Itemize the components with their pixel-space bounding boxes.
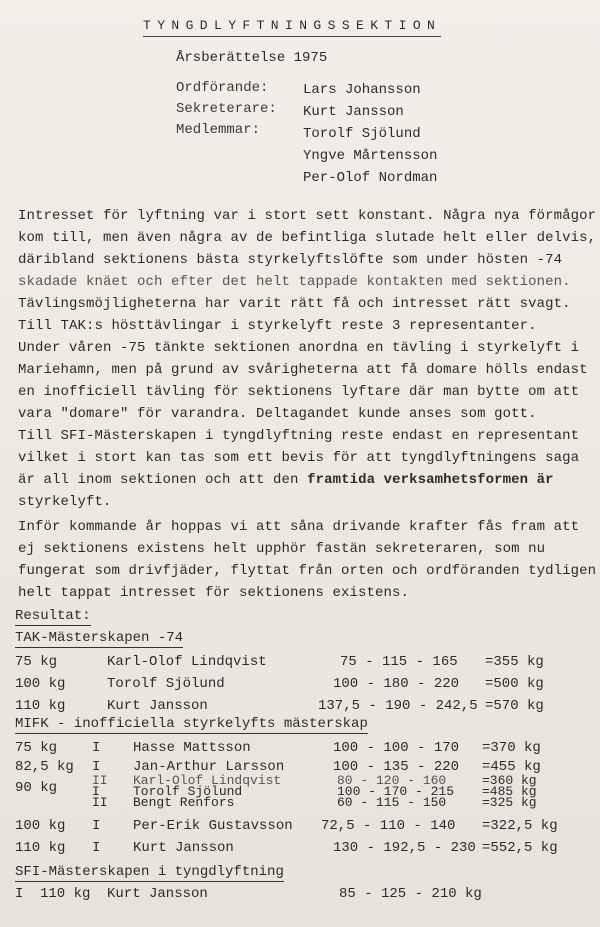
- body-line: vilket i stort kan tas som ett bevis för att tyngdlyftningens saga: [18, 450, 580, 466]
- results-label: Resultat:: [15, 608, 91, 624]
- body-line: kom till, men även några av de befintliga slutade helt eller delvis,: [18, 230, 597, 246]
- weight-class: 75 kg: [15, 654, 58, 670]
- officer-role: Sekreterare:: [176, 101, 277, 117]
- body-line: [18, 472, 554, 488]
- lift-results: 100 - 100 - 170: [333, 740, 460, 756]
- body-line: en inofficiell tävling för sektionens lyftare där man bytte om att: [18, 384, 580, 400]
- weight-class: 110 kg: [15, 840, 66, 856]
- placing: II: [92, 795, 108, 810]
- body-line: Under våren -75 tänkte sektionen anordna en tävling i styrkelyft i: [18, 340, 580, 356]
- total: =355 kg: [485, 654, 544, 670]
- placing: I: [15, 886, 24, 902]
- body-line: däribland sektionens bästa styrkelyftslöfte som under hösten -74: [18, 252, 563, 268]
- lift-results: 85 - 125 - 210 kg: [339, 886, 482, 902]
- lifter-name: Karl-Olof Lindqvist: [133, 773, 282, 788]
- placing: I: [92, 840, 101, 856]
- weight-class: 75 kg: [15, 740, 58, 756]
- total: =570 kg: [485, 698, 544, 714]
- lift-results: 72,5 - 110 - 140: [321, 818, 456, 834]
- officer-name: Yngve Mårtensson: [303, 148, 438, 164]
- weight-class: 100 kg: [15, 818, 66, 834]
- lifter-name: Jan-Arthur Larsson: [133, 759, 285, 775]
- section-header: SFI-Mästerskapen i tyngdlyftning: [15, 864, 284, 880]
- lift-results: 60 - 115 - 150: [337, 795, 447, 810]
- lift-results: 75 - 115 - 165: [340, 654, 458, 670]
- document-title: TYNGDLYFTNINGSSEKTION: [143, 18, 441, 37]
- body-line: Intresset för lyftning var i stort sett konstant. Några nya förmågor: [18, 208, 597, 224]
- document-subtitle: Årsberättelse 1975: [176, 50, 328, 66]
- total: =455 kg: [482, 759, 541, 775]
- lift-results: 80 - 120 - 160: [337, 773, 447, 788]
- lift-results: 130 - 192,5 - 230: [333, 840, 476, 856]
- lifter-name: Karl-Olof Lindqvist: [107, 654, 267, 670]
- lift-results: 100 - 170 - 215: [337, 784, 455, 799]
- lift-results: 100 - 180 - 220: [333, 676, 460, 692]
- body-line: Tävlingsmöjligheterna har varit rätt få och intresset rätt svagt.: [18, 296, 571, 312]
- body-line: vara "domare" för varandra. Deltagandet kunde anses som gott.: [18, 406, 537, 422]
- body-line: ej sektionens existens helt upphör fastän sekreteraren, som nu: [18, 541, 546, 557]
- placing: I: [92, 784, 100, 799]
- officer-role: Ordförande:: [176, 80, 269, 96]
- body-line: styrkelyft.: [18, 494, 112, 510]
- weight-class: 110 kg: [15, 698, 66, 714]
- body-line: helt tappat intresset för sektionens existens.: [18, 585, 410, 601]
- body-line: skadade knäet och efter det helt tappade kontakten med sektionen.: [18, 274, 571, 290]
- lifter-name: Kurt Jansson: [133, 840, 234, 856]
- placing: II: [92, 773, 108, 788]
- lifter-name: Per-Erik Gustavsson: [133, 818, 293, 834]
- total: =500 kg: [485, 676, 544, 692]
- placing: I: [92, 740, 101, 756]
- total: =370 kg: [482, 740, 541, 756]
- body-line: Till TAK:s hösttävlingar i styrkelyft reste 3 representanter.: [18, 318, 537, 334]
- lifter-name: Torolf Sjölund: [133, 784, 243, 799]
- officer-name: Per-Olof Nordman: [303, 170, 438, 186]
- officer-name: Kurt Jansson: [303, 104, 404, 120]
- weight-class: 82,5 kg: [15, 759, 74, 775]
- weight-class: 90 kg: [15, 780, 58, 796]
- weight-class: 100 kg: [15, 676, 66, 692]
- section-header: MIFK - inofficiella styrkelyfts mästerskap: [15, 716, 368, 732]
- officer-role: Medlemmar:: [176, 122, 261, 138]
- lift-results: 100 - 135 - 220: [333, 759, 460, 775]
- body-line: Mariehamn, men på grund av svårigheterna att få domare hölls endast: [18, 362, 588, 378]
- officer-name: Torolf Sjölund: [303, 126, 421, 142]
- total: =325 kg: [482, 795, 537, 810]
- weight-class: 110 kg: [40, 886, 91, 902]
- lifter-name: Hasse Mattsson: [133, 740, 251, 756]
- body-line: fungerat som drivfjäder, flyttat från orten och ordföranden tydligen: [18, 563, 597, 579]
- section-header: TAK-Mästerskapen -74: [15, 630, 184, 646]
- total: =360 kg: [482, 773, 537, 788]
- placing: I: [92, 818, 101, 834]
- emphasized-phrase: framtida verksamhetsformen är: [307, 472, 554, 488]
- body-line: Inför kommande år hoppas vi att såna drivande krafter fås fram att: [18, 519, 580, 535]
- lifter-name: Torolf Sjölund: [107, 676, 225, 692]
- body-line-start: är all inom sektionen och att den: [18, 472, 299, 488]
- total: =552,5 kg: [482, 840, 558, 856]
- lifter-name: Kurt Jansson: [107, 886, 208, 902]
- total: =485 kg: [482, 784, 537, 799]
- placing: I: [92, 759, 101, 775]
- officer-name: Lars Johansson: [303, 82, 421, 98]
- total: =322,5 kg: [482, 818, 558, 834]
- lifter-name: Kurt Jansson: [107, 698, 208, 714]
- lift-results: 137,5 - 190 - 242,5: [318, 698, 478, 714]
- body-line: Till SFI-Mästerskapen i tyngdlyftning reste endast en representant: [18, 428, 580, 444]
- lifter-name: Bengt Renfors: [133, 795, 235, 810]
